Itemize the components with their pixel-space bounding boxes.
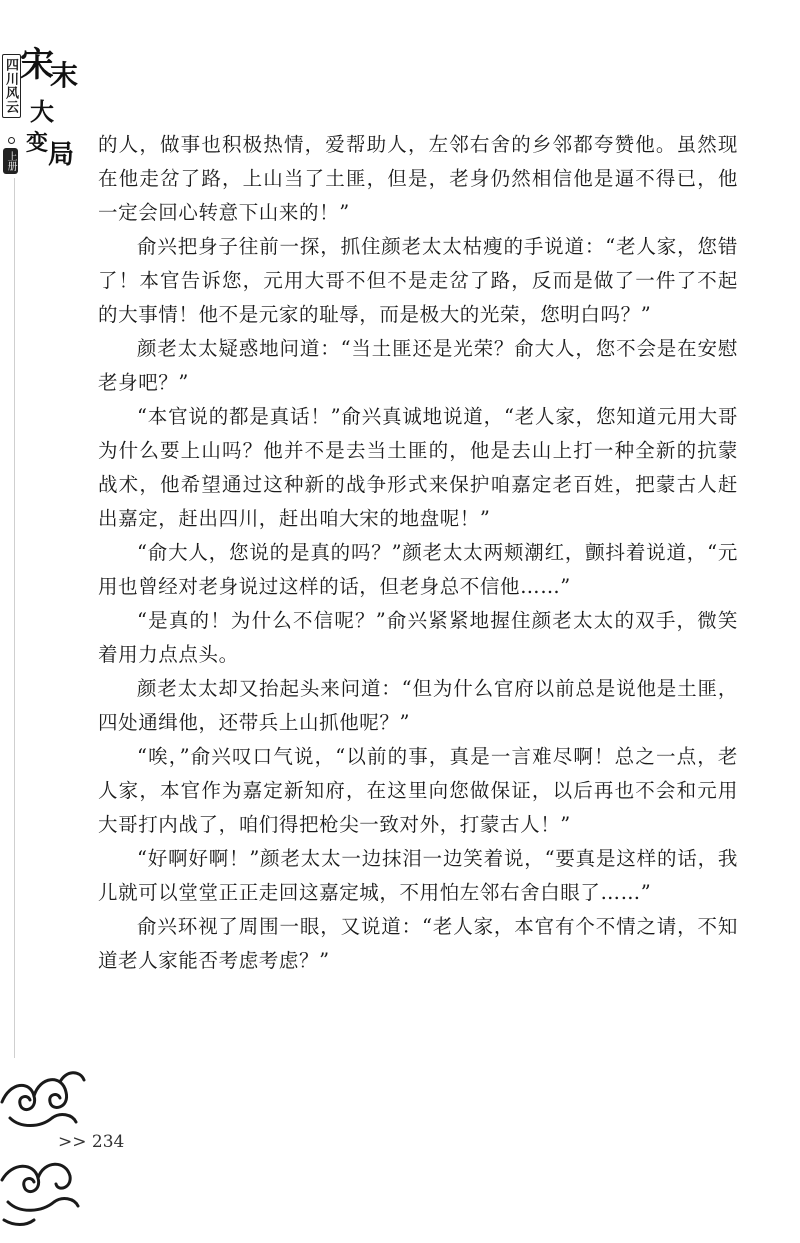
book-title-char-4: 变: [26, 130, 49, 156]
paragraph: “本官说的都是真话！”俞兴真诚地说道，“老人家，您知道元用大哥为什么要上山吗？他并不是去当土匪的，他是去山上打一种全新的抗蒙战术，他希望通过这种新的战争形式来保护咱嘉定老百姓，把蒙古人赶出嘉定，赶出四川，赶出咱大宋的地盘呢！”: [98, 405, 738, 530]
separator-dot: [8, 137, 15, 144]
paragraph: 颜老太太疑惑地问道：“当土匪还是光荣？俞大人，您不会是在安慰老身吧？”: [98, 337, 738, 394]
book-title-char-5: 局: [48, 140, 75, 170]
cloud-ornament-icon: [0, 1150, 90, 1230]
paragraph: “是真的！为什么不信呢？”俞兴紧紧地握住颜老太太的双手，微笑着用力点点头。: [98, 609, 738, 666]
book-title-char-3: 大: [30, 97, 54, 126]
margin-rule: [14, 178, 15, 1058]
series-label: 四川风云: [2, 54, 21, 118]
paragraph: 的人，做事也积极热情，爱帮助人，左邻右舍的乡邻都夸赞他。虽然现在他走岔了路，上山当了土匪，但是，老身仍然相信他是逼不得已，他一定会回心转意下山来的！”: [98, 133, 738, 224]
volume-badge: 上册: [3, 148, 18, 174]
body-text: [98, 128, 738, 978]
page-number: >> 234: [58, 1132, 125, 1152]
paragraph: “俞大人，您说的是真的吗？”颜老太太两颊潮红，颤抖着说道，“元用也曾经对老身说过这样的话，但老身总不信他……”: [98, 541, 738, 598]
book-title-char-1: 宋: [20, 45, 54, 85]
book-title-char-2: 末: [50, 59, 79, 92]
paragraph: 俞兴环视了周围一眼，又说道：“老人家，本官有个不情之请，不知道老人家能否考虑考虑？”: [98, 915, 738, 972]
paragraph: “唉，”俞兴叹口气说，“以前的事，真是一言难尽啊！总之一点，老人家，本官作为嘉定新知府，在这里向您做保证，以后再也不会和元用大哥打内战了，咱们得把枪尖一致对外，打蒙古人！”: [98, 745, 738, 836]
cloud-ornament-icon: [0, 1062, 90, 1142]
paragraph: 颜老太太却又抬起头来问道：“但为什么官府以前总是说他是土匪，四处通缉他，还带兵上山抓他呢？”: [98, 677, 738, 734]
paragraph: 俞兴把身子往前一探，抓住颜老太太枯瘦的手说道：“老人家，您错了！本官告诉您，元用大哥不但不是走岔了路，反而是做了一件了不起的大事情！他不是元家的耻辱，而是极大的光荣，您明白吗？”: [98, 235, 738, 326]
paragraph: “好啊好啊！”颜老太太一边抹泪一边笑着说，“要真是这样的话，我儿就可以堂堂正正走回这嘉定城，不用怕左邻右舍白眼了……”: [98, 847, 738, 904]
